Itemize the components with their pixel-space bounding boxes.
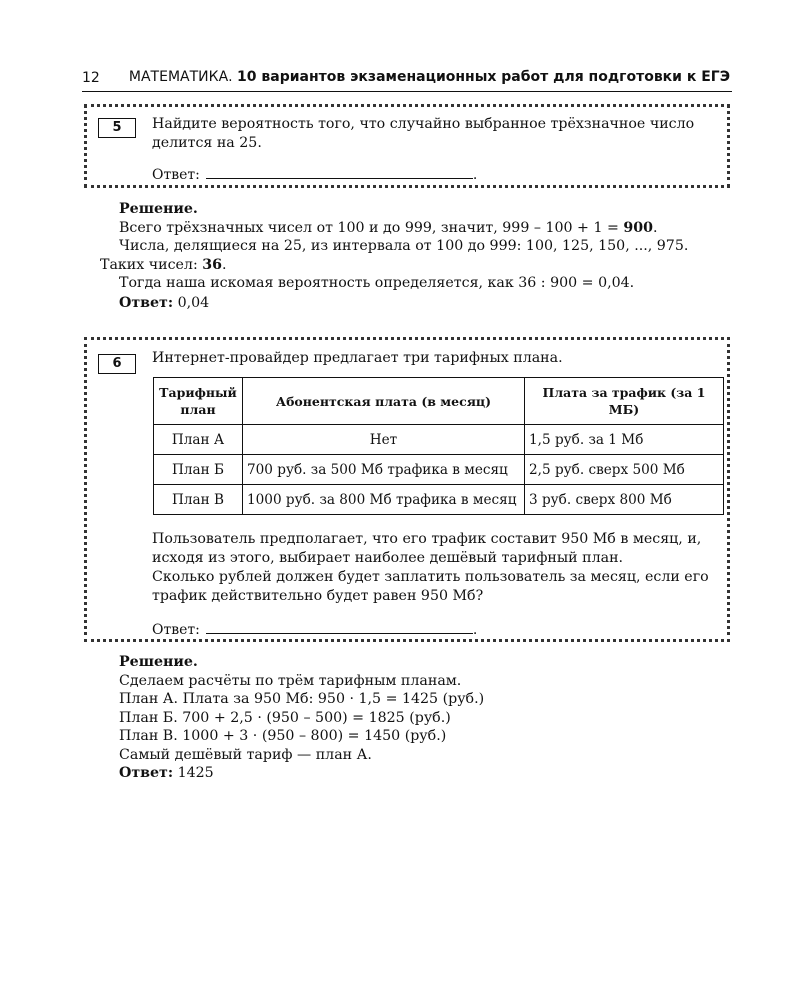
table-row — [154, 455, 724, 485]
running-title — [129, 69, 730, 85]
solution-5 — [100, 200, 736, 293]
book-title: 10 вариантов экзаменационных работ для подготовки к ЕГЭ — [237, 69, 730, 85]
table-cell: Нет — [243, 425, 525, 455]
task-5-box — [84, 104, 730, 188]
answer-end: . — [472, 622, 478, 638]
page-number: 12 — [82, 70, 100, 86]
task-5-question: Найдите вероятность того, что случайно выбранное трёхзначное число делится на 25. — [152, 116, 695, 151]
solution-6-answer — [119, 765, 214, 781]
solution-line: План В. 1000 + 3 · (950 – 800) = 1450 (руб.) — [119, 728, 447, 744]
answer-label: Ответ: — [119, 765, 174, 781]
solution-line: План А. Плата за 950 Мб: 950 · 1,5 = 1425 (руб.) — [119, 691, 485, 707]
solution-5-answer — [119, 295, 209, 311]
table-header-row — [154, 378, 724, 425]
solution-heading: Решение. — [119, 654, 198, 670]
condition-paragraph: Пользователь предполагает, что его трафик составит 950 Мб в месяц, и, исходя из этого, выбирает наиболее дешёвый тарифный план. — [152, 531, 702, 566]
task-number-badge: 5 — [98, 118, 136, 138]
answer-label: Ответ: — [152, 622, 200, 638]
column-header: Тарифный план — [154, 378, 243, 425]
task-5-answer-line — [152, 164, 477, 183]
answer-label: Ответ: — [152, 167, 200, 183]
answer-value: 0,04 — [173, 295, 210, 311]
answer-value: 1425 — [173, 765, 214, 781]
table-cell: 700 руб. за 500 Мб трафика в месяц — [243, 455, 525, 485]
answer-blank[interactable] — [206, 619, 473, 634]
solution-heading: Решение. — [119, 201, 198, 217]
answer-label: Ответ: — [119, 295, 174, 311]
table-cell: 2,5 руб. сверх 500 Мб — [525, 455, 724, 485]
answer-blank[interactable] — [206, 164, 473, 179]
table-cell: 3 руб. сверх 800 Мб — [525, 485, 724, 515]
answer-end: . — [472, 167, 478, 183]
table-cell: План В — [154, 485, 243, 515]
table-row — [154, 485, 724, 515]
task-6-condition — [152, 530, 722, 606]
solution-line: Всего трёхзначных чисел от 100 и до 999, значит, 999 – 100 + 1 = 900. — [119, 219, 658, 236]
table-cell: План Б — [154, 455, 243, 485]
solution-6 — [100, 653, 736, 764]
solution-line: Самый дешёвый тариф — план А. — [119, 746, 372, 763]
task-6-answer-line — [152, 619, 477, 638]
task-6-intro: Интернет-провайдер предлагает три тарифных плана. — [152, 350, 563, 366]
table-cell: 1,5 руб. за 1 Мб — [525, 425, 724, 455]
table-cell: План А — [154, 425, 243, 455]
table-cell: 1000 руб. за 800 Мб трафика в месяц — [243, 485, 525, 515]
solution-line: Тогда наша искомая вероятность определяется, как 36 : 900 = 0,04. — [119, 275, 635, 291]
task-6-box — [84, 337, 730, 642]
tariff-table — [153, 377, 724, 515]
solution-line: План Б. 700 + 2,5 · (950 – 500) = 1825 (руб.) — [119, 709, 451, 726]
subject-label: МАТЕМАТИКА. — [128, 69, 233, 85]
question-paragraph: Сколько рублей должен будет заплатить пользователь за месяц, если его трафик действительно будет равен 950 Мб? — [152, 569, 709, 604]
column-header: Абонентская плата (в месяц) — [243, 378, 525, 425]
task-number-badge: 6 — [98, 354, 136, 374]
table-row — [154, 425, 724, 455]
solution-line: Сделаем расчёты по трём тарифным планам. — [119, 672, 462, 689]
solution-line: Числа, делящиеся на 25, из интервала от 100 до 999: 100, 125, 150, ..., 975. Таких чисел: 36. — [100, 238, 689, 273]
column-header: Плата за трафик (за 1 МБ) — [525, 378, 724, 425]
header-divider — [82, 91, 732, 92]
